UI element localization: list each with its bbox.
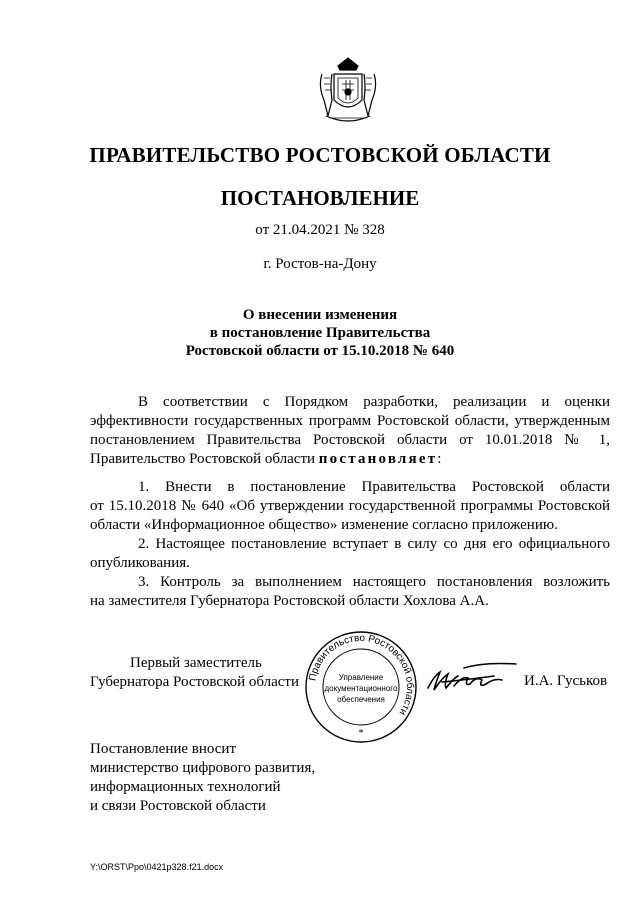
note-line: информационных технологий <box>90 779 281 795</box>
stamp-inner-line: Управление <box>338 673 384 682</box>
document-date-number: от 21.04.2021 № 328 <box>255 222 385 238</box>
paragraph-line: опубликования. <box>90 555 190 571</box>
intro-paragraph <box>90 393 610 469</box>
stamp-inner-line: документационного <box>324 684 398 693</box>
document-city: г. Ростов-на-Дону <box>263 256 377 272</box>
stamp-star-icon: * <box>358 728 364 739</box>
paragraph-line <box>90 450 610 469</box>
subject-line: в постановление Правительства <box>209 325 431 341</box>
official-stamp-icon <box>304 630 418 744</box>
signatory-title <box>90 654 299 692</box>
paragraph-line: от 15.10.2018 № 640 «Об утверждении государственной программы Ростовской <box>90 498 610 514</box>
intro-prefix: Правительство Ростовской области <box>90 451 319 467</box>
paragraph-line: области «Информационное общество» изменение согласно приложению. <box>90 517 558 533</box>
resolution-item <box>90 573 610 611</box>
resolution-items <box>90 478 610 611</box>
resolution-item <box>90 535 610 573</box>
stamp-inner-line: обеспечения <box>337 695 385 704</box>
note-line: министерство цифрового развития, <box>90 760 316 776</box>
paragraph-line: эффективности государственных программ Ростовской области, утвержденным <box>90 413 610 429</box>
stamp-outer-text: Правительство Ростовской области <box>307 632 416 718</box>
submitted-by-note <box>90 740 315 816</box>
paragraph-line: на заместителя Губернатора Ростовской области Хохлова А.А. <box>90 593 489 609</box>
subject-line: Ростовской области от 15.10.2018 № 640 <box>185 343 455 359</box>
coat-of-arms-icon <box>316 56 380 126</box>
subject-line: О внесении изменения <box>242 307 398 323</box>
signatory-title-line: Первый заместитель <box>130 655 262 671</box>
note-line: Постановление вносит <box>90 741 237 757</box>
signatory-name: И.А. Гуськов <box>524 673 608 689</box>
file-path: Y:\ORST\Ppo\0421p328.f21.docx <box>90 862 224 872</box>
resolution-item <box>90 478 610 535</box>
note-line: и связи Ростовской области <box>90 798 266 814</box>
intro-suffix: : <box>437 451 442 467</box>
paragraph-line: 3. Контроль за выполнением настоящего постановления возложить <box>138 574 610 590</box>
paragraph-line: постановлением Правительства Ростовской области от 10.01.2018 № 1, <box>90 432 610 448</box>
resolution-keyword: постановляет <box>318 451 438 467</box>
government-title: ПРАВИТЕЛЬСТВО РОСТОВСКОЙ ОБЛАСТИ <box>89 143 551 167</box>
paragraph-line: 1. Внести в постановление Правительства Ростовской области <box>138 479 610 495</box>
signatory-title-line: Губернатора Ростовской области <box>90 674 300 690</box>
document-type-title: ПОСТАНОВЛЕНИЕ <box>220 186 420 210</box>
handwritten-signature-icon <box>424 658 520 698</box>
paragraph-line: 2. Настоящее постановление вступает в силу со дня его официального <box>138 536 610 552</box>
paragraph-line: В соответствии с Порядком разработки, реализации и оценки <box>138 394 610 410</box>
document-subject <box>0 306 640 360</box>
